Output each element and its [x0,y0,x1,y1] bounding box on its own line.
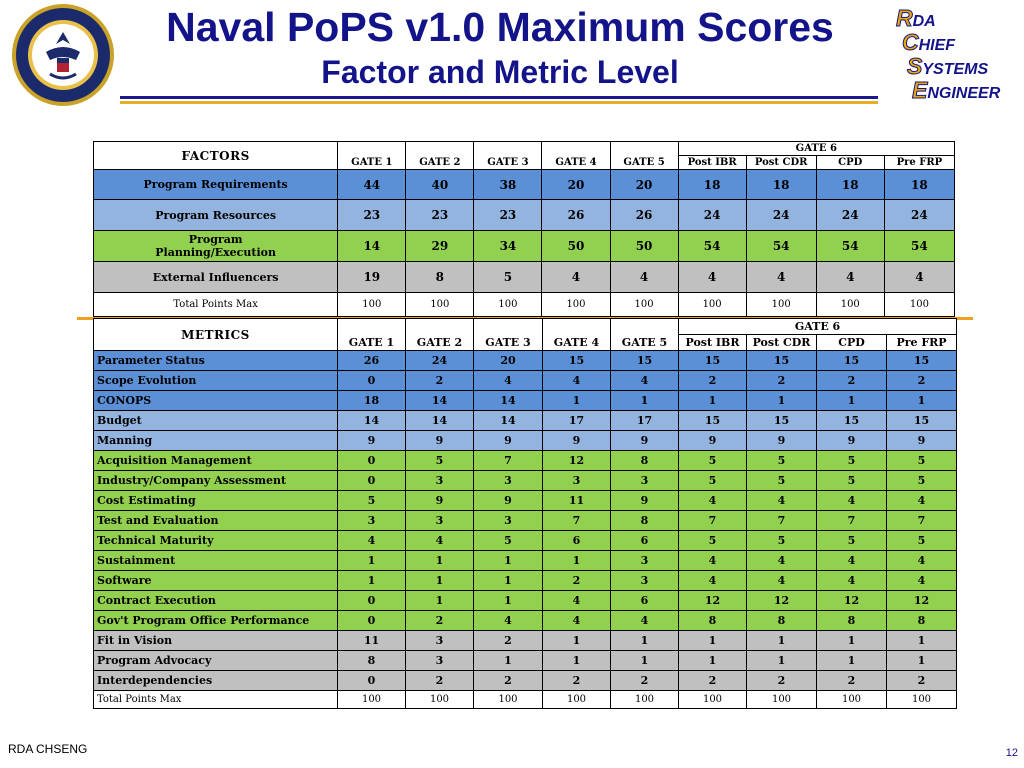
table-cell: 2 [406,671,474,691]
table-cell: 15 [887,411,957,431]
table-cell: 15 [747,411,817,431]
table-cell: 15 [817,351,887,371]
row-label: Program Planning/Execution [94,231,338,262]
table-cell: 24 [406,351,474,371]
table-cell: 2 [887,671,957,691]
table-row [94,371,957,391]
total-cell: 100 [338,691,406,709]
table-cell: 5 [817,471,887,491]
table-cell: 17 [611,411,679,431]
table-cell: 5 [747,471,817,491]
table-cell: 4 [678,262,746,293]
table-cell: 9 [474,431,543,451]
table-cell: 4 [679,571,747,591]
table-cell: 44 [338,170,406,200]
row-label: Program Resources [94,200,338,231]
column-header-gate6-2: Post CDR [747,335,817,351]
table-row [94,591,957,611]
table-cell: 5 [679,451,747,471]
table-cell: 18 [884,170,954,200]
footer-org: RDA CHSENG [8,742,88,756]
table-cell: 8 [817,611,887,631]
table-row [94,491,957,511]
column-header-gate-3: GATE 3 [474,142,542,170]
table-cell: 7 [887,511,957,531]
row-label: CONOPS [94,391,338,411]
table-cell: 18 [338,391,406,411]
row-label: External Influencers [94,262,338,293]
table-cell: 4 [610,262,678,293]
table-row [94,451,957,471]
table-cell: 1 [747,631,817,651]
table-cell: 4 [543,371,611,391]
column-header-gate-5: GATE 5 [610,142,678,170]
table-cell: 9 [611,431,679,451]
table-cell: 4 [406,531,474,551]
table-cell: 12 [747,591,817,611]
table-row [94,170,955,200]
table-row [94,571,957,591]
table-cell: 40 [406,170,474,200]
table-row [94,651,957,671]
table-cell: 23 [406,200,474,231]
table-row [94,531,957,551]
title-rule-blue [120,96,878,99]
table-cell: 4 [816,262,884,293]
table-cell: 5 [474,531,543,551]
table-cell: 5 [887,451,957,471]
page-number: 12 [1005,747,1018,759]
table-cell: 9 [406,431,474,451]
table-cell: 24 [746,200,816,231]
table-row [94,671,957,691]
total-cell: 100 [406,691,474,709]
table-row [94,511,957,531]
column-header-gate6-1: Post IBR [679,335,747,351]
table-cell: 1 [543,391,611,411]
table-cell: 9 [474,491,543,511]
table-cell: 50 [542,231,610,262]
table-cell: 4 [679,551,747,571]
table-cell: 29 [406,231,474,262]
total-cell: 100 [338,293,406,317]
row-label: Parameter Status [94,351,338,371]
total-cell: 100 [610,293,678,317]
table-cell: 14 [474,391,543,411]
table-cell: 26 [610,200,678,231]
table-cell: 2 [543,571,611,591]
table-cell: 24 [884,200,954,231]
column-header-gate6-3: CPD [817,335,887,351]
table-cell: 5 [338,491,406,511]
table-cell: 15 [611,351,679,371]
table-cell: 34 [474,231,542,262]
table-cell: 14 [338,411,406,431]
table-cell: 4 [747,571,817,591]
table-cell: 15 [679,351,747,371]
table-cell: 7 [679,511,747,531]
table-cell: 1 [817,631,887,651]
table-cell: 12 [817,591,887,611]
table-cell: 5 [474,262,542,293]
table-cell: 15 [543,351,611,371]
table-cell: 1 [679,651,747,671]
column-header-gate-3: GATE 3 [474,319,543,351]
table-cell: 14 [338,231,406,262]
table-cell: 1 [543,651,611,671]
table-cell: 5 [406,451,474,471]
table-cell: 2 [406,611,474,631]
table-cell: 1 [474,591,543,611]
table-cell: 1 [887,391,957,411]
table-row [94,471,957,491]
table-cell: 1 [406,551,474,571]
total-cell: 100 [474,293,542,317]
table-cell: 8 [406,262,474,293]
table-cell: 5 [817,451,887,471]
table-cell: 5 [747,531,817,551]
table-cell: 7 [747,511,817,531]
total-cell: 100 [542,293,610,317]
metrics-gate6-header: GATE 6 [679,319,957,335]
table-cell: 2 [747,671,817,691]
row-label: Scope Evolution [94,371,338,391]
table-cell: 9 [747,431,817,451]
table-cell: 4 [887,491,957,511]
row-label: Budget [94,411,338,431]
table-cell: 4 [747,491,817,511]
column-header-gate-5: GATE 5 [611,319,679,351]
page-title: Naval PoPS v1.0 Maximum Scores [166,4,834,50]
table-cell: 4 [887,571,957,591]
table-cell: 9 [817,431,887,451]
table-cell: 12 [887,591,957,611]
table-cell: 1 [406,571,474,591]
table-cell: 3 [406,511,474,531]
table-cell: 1 [747,651,817,671]
table-cell: 5 [679,531,747,551]
table-row [94,200,955,231]
table-cell: 4 [543,591,611,611]
table-cell: 18 [746,170,816,200]
page-subtitle: Factor and Metric Level [321,54,679,90]
table-cell: 24 [816,200,884,231]
table-cell: 8 [887,611,957,631]
column-header-gate6-1: Post IBR [678,156,746,170]
table-cell: 14 [406,411,474,431]
table-cell: 0 [338,451,406,471]
table-cell: 20 [610,170,678,200]
total-cell: 100 [747,691,817,709]
total-cell: 100 [816,293,884,317]
table-cell: 1 [679,391,747,411]
table-cell: 8 [611,451,679,471]
table-cell: 4 [543,611,611,631]
table-cell: 1 [474,571,543,591]
table-cell: 54 [884,231,954,262]
total-cell: 100 [884,293,954,317]
table-cell: 1 [474,651,543,671]
table-cell: 5 [747,451,817,471]
table-cell: 2 [679,671,747,691]
table-cell: 1 [887,631,957,651]
table-cell: 23 [338,200,406,231]
row-label: Program Requirements [94,170,338,200]
table-cell: 0 [338,611,406,631]
table-cell: 6 [611,531,679,551]
table-cell: 19 [338,262,406,293]
table-cell: 1 [611,631,679,651]
table-cell: 2 [474,631,543,651]
column-header-gate6-2: Post CDR [746,156,816,170]
table-cell: 4 [817,491,887,511]
row-label: Technical Maturity [94,531,338,551]
table-cell: 11 [338,631,406,651]
table-cell: 2 [817,371,887,391]
total-cell: 100 [611,691,679,709]
table-cell: 1 [887,651,957,671]
table-cell: 9 [406,491,474,511]
table-cell: 54 [746,231,816,262]
table-cell: 54 [678,231,746,262]
total-cell: 100 [817,691,887,709]
factors-gate6-header: GATE 6 [678,142,954,156]
table-cell: 7 [543,511,611,531]
table-cell: 1 [543,631,611,651]
row-label: Software [94,571,338,591]
table-cell: 12 [679,591,747,611]
table-cell: 4 [679,491,747,511]
table-cell: 5 [887,531,957,551]
table-cell: 0 [338,371,406,391]
table-cell: 1 [338,551,406,571]
table-row [94,411,957,431]
table-cell: 24 [678,200,746,231]
row-label: Acquisition Management [94,451,338,471]
table-cell: 17 [543,411,611,431]
table-cell: 9 [679,431,747,451]
table-cell: 9 [887,431,957,451]
row-label: Gov't Program Office Performance [94,611,338,631]
row-label: Program Advocacy [94,651,338,671]
table-cell: 18 [816,170,884,200]
table-cell: 38 [474,170,542,200]
row-label: Cost Estimating [94,491,338,511]
row-label: Sustainment [94,551,338,571]
table-cell: 20 [474,351,543,371]
column-header-gate-1: GATE 1 [338,319,406,351]
column-header-gate-2: GATE 2 [406,142,474,170]
table-cell: 1 [679,631,747,651]
table-cell: 4 [542,262,610,293]
table-cell: 1 [474,551,543,571]
table-row [94,611,957,631]
table-cell: 1 [543,551,611,571]
table-cell: 4 [817,551,887,571]
table-cell: 0 [338,591,406,611]
table-cell: 4 [611,611,679,631]
total-cell: 100 [887,691,957,709]
total-cell: 100 [746,293,816,317]
row-label: Manning [94,431,338,451]
factors-table [93,141,955,317]
table-cell: 4 [474,611,543,631]
table-cell: 3 [474,471,543,491]
table-cell: 3 [611,551,679,571]
table-cell: 5 [887,471,957,491]
table-cell: 3 [338,511,406,531]
row-label: Industry/Company Assessment [94,471,338,491]
total-cell: 100 [543,691,611,709]
table-cell: 2 [406,371,474,391]
table-cell: 1 [747,391,817,411]
table-cell: 8 [747,611,817,631]
table-cell: 3 [543,471,611,491]
table-cell: 2 [543,671,611,691]
table-cell: 14 [406,391,474,411]
table-cell: 15 [679,411,747,431]
table-row [94,631,957,651]
table-cell: 11 [543,491,611,511]
table-cell: 3 [474,511,543,531]
table-cell: 4 [887,551,957,571]
table-cell: 4 [474,371,543,391]
table-cell: 2 [887,371,957,391]
table-cell: 7 [474,451,543,471]
table-cell: 4 [817,571,887,591]
table-cell: 4 [746,262,816,293]
navy-seal-icon [10,2,116,108]
table-cell: 1 [406,591,474,611]
table-cell: 23 [474,200,542,231]
table-cell: 50 [610,231,678,262]
table-row [94,262,955,293]
table-cell: 20 [542,170,610,200]
total-cell: 100 [406,293,474,317]
table-row [94,431,957,451]
table-cell: 3 [406,631,474,651]
row-label: Interdependencies [94,671,338,691]
column-header-gate-1: GATE 1 [338,142,406,170]
table-cell: 2 [817,671,887,691]
table-cell: 4 [884,262,954,293]
metrics-table [93,318,957,709]
table-cell: 8 [338,651,406,671]
table-cell: 12 [543,451,611,471]
table-cell: 4 [747,551,817,571]
table-cell: 26 [542,200,610,231]
table-cell: 1 [817,651,887,671]
row-label: Contract Execution [94,591,338,611]
total-cell: 100 [679,691,747,709]
table-cell: 9 [611,491,679,511]
table-row [94,551,957,571]
row-label: Fit in Vision [94,631,338,651]
title-rule-gold [120,101,878,104]
table-cell: 15 [887,351,957,371]
table-cell: 1 [611,651,679,671]
table-cell: 15 [747,351,817,371]
total-label: Total Points Max [94,691,338,709]
table-cell: 6 [611,591,679,611]
total-cell: 100 [678,293,746,317]
column-header-gate6-4: Pre FRP [887,335,957,351]
total-label: Total Points Max [94,293,338,317]
table-cell: 1 [338,571,406,591]
table-cell: 9 [543,431,611,451]
factors-header-label: FACTORS [94,142,338,170]
column-header-gate6-3: CPD [816,156,884,170]
table-cell: 3 [406,471,474,491]
total-row [94,691,957,709]
total-row [94,293,955,317]
column-header-gate-4: GATE 4 [543,319,611,351]
table-cell: 18 [678,170,746,200]
table-row [94,391,957,411]
table-cell: 9 [338,431,406,451]
table-cell: 8 [679,611,747,631]
column-header-gate-4: GATE 4 [542,142,610,170]
table-cell: 8 [611,511,679,531]
table-cell: 3 [611,571,679,591]
table-cell: 0 [338,671,406,691]
table-cell: 2 [679,371,747,391]
table-cell: 1 [611,391,679,411]
table-cell: 14 [474,411,543,431]
table-cell: 5 [679,471,747,491]
table-cell: 54 [816,231,884,262]
column-header-gate6-4: Pre FRP [884,156,954,170]
total-cell: 100 [474,691,543,709]
table-cell: 2 [611,671,679,691]
rda-chief-systems-engineer-logo: RDA CHIEF SYSTEMS ENGINEER [896,5,1001,103]
table-cell: 3 [406,651,474,671]
table-cell: 5 [817,531,887,551]
table-cell: 1 [817,391,887,411]
metrics-header-label: METRICS [94,319,338,351]
table-cell: 4 [611,371,679,391]
table-cell: 6 [543,531,611,551]
table-row [94,351,957,371]
table-cell: 0 [338,471,406,491]
table-cell: 4 [338,531,406,551]
column-header-gate-2: GATE 2 [406,319,474,351]
table-row [94,231,955,262]
row-label: Test and Evaluation [94,511,338,531]
table-cell: 7 [817,511,887,531]
table-cell: 2 [474,671,543,691]
table-cell: 3 [611,471,679,491]
table-cell: 15 [817,411,887,431]
table-cell: 2 [747,371,817,391]
table-cell: 26 [338,351,406,371]
